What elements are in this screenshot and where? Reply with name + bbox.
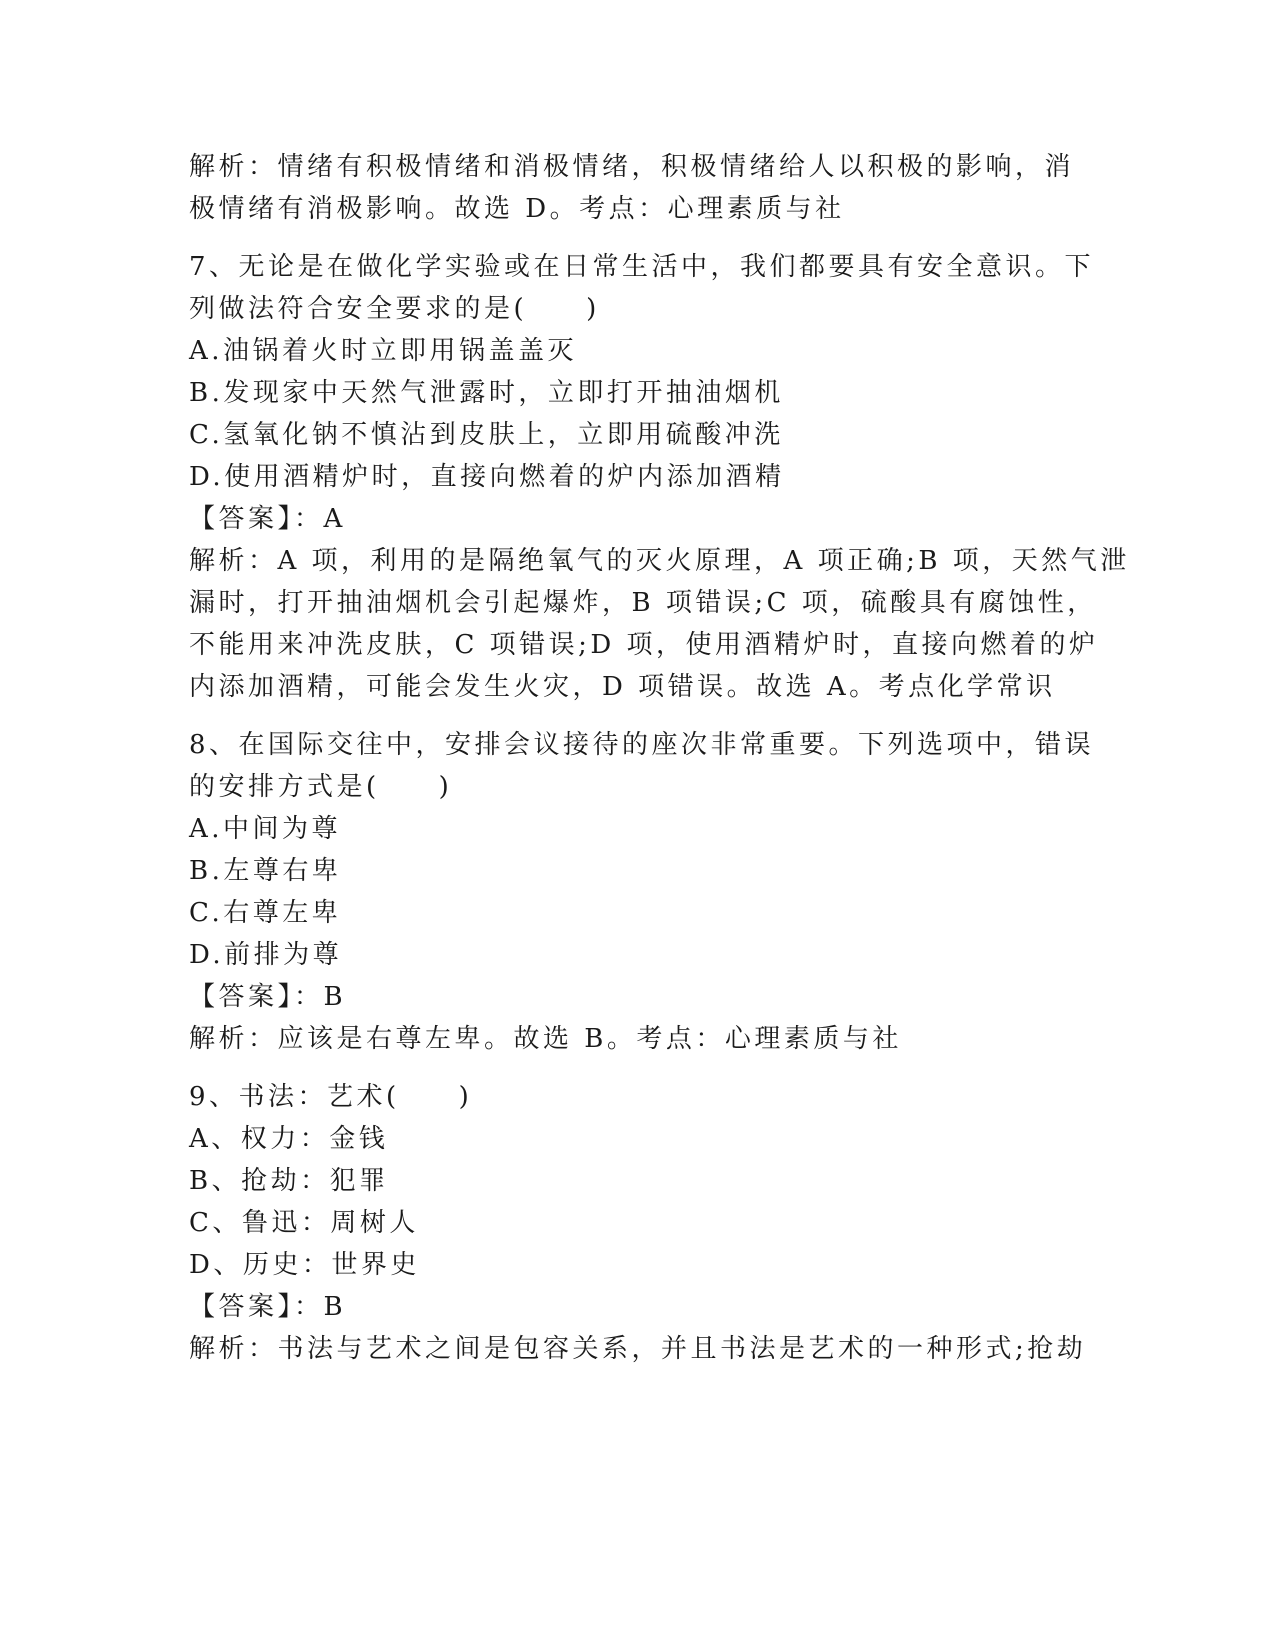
- q7-answer: 【答案】：A: [189, 504, 346, 534]
- q9-question: 9、书法：艺术( ): [189, 1082, 473, 1112]
- q8-question-line-2: 的安排方式是( ): [189, 772, 453, 802]
- q7-question-line-2: 列做法符合安全要求的是( ): [189, 294, 600, 324]
- q7-option-a: A.油锅着火时立即用锅盖盖灭: [189, 336, 578, 366]
- q9-explanation-line-1: 解析：书法与艺术之间是包容关系，并且书法是艺术的一种形式;抢劫: [189, 1334, 1087, 1364]
- q8-option-c: C.右尊左卑: [189, 898, 342, 928]
- q7-explanation-line-4: 内添加酒精，可能会发生火灾，D 项错误。故选 A。考点化学常识: [189, 672, 1056, 702]
- q9-option-c: C、鲁迅：周树人: [189, 1208, 419, 1238]
- q9-option-d: D、历史：世界史: [189, 1250, 420, 1280]
- q7-option-d: D.使用酒精炉时，直接向燃着的炉内添加酒精: [189, 462, 785, 492]
- q9-option-b: B、抢劫：犯罪: [189, 1166, 389, 1196]
- q6-explanation-line-1: 解析：情绪有积极情绪和消极情绪，积极情绪给人以积极的影响，消: [189, 152, 1075, 182]
- q7-option-b: B.发现家中天然气泄露时，立即打开抽油烟机: [189, 378, 784, 408]
- q8-explanation: 解析：应该是右尊左卑。故选 B。考点：心理素质与社: [189, 1024, 902, 1054]
- q8-question-line-1: 8、在国际交往中，安排会议接待的座次非常重要。下列选项中，错误: [189, 730, 1095, 760]
- q7-explanation-line-3: 不能用来冲洗皮肤，C 项错误;D 项，使用酒精炉时，直接向燃着的炉: [189, 630, 1099, 660]
- q7-question-line-1: 7、无论是在做化学实验或在日常生活中，我们都要具有安全意识。下: [189, 252, 1095, 282]
- q9-answer: 【答案】：B: [189, 1292, 347, 1322]
- q8-option-a: A.中间为尊: [189, 814, 342, 844]
- q8-option-d: D.前排为尊: [189, 940, 343, 970]
- q9-option-a: A、权力：金钱: [189, 1124, 389, 1154]
- q7-option-c: C.氢氧化钠不慎沾到皮肤上，立即用硫酸冲洗: [189, 420, 784, 450]
- q7-explanation-line-2: 漏时，打开抽油烟机会引起爆炸，B 项错误;C 项，硫酸具有腐蚀性，: [189, 588, 1097, 618]
- q7-explanation-line-1: 解析：A 项，利用的是隔绝氧气的灭火原理，A 项正确;B 项，天然气泄: [189, 546, 1130, 576]
- q8-answer: 【答案】：B: [189, 982, 347, 1012]
- q6-explanation-line-2: 极情绪有消极影响。故选 D。考点：心理素质与社: [189, 194, 845, 224]
- q8-option-b: B.左尊右卑: [189, 856, 342, 886]
